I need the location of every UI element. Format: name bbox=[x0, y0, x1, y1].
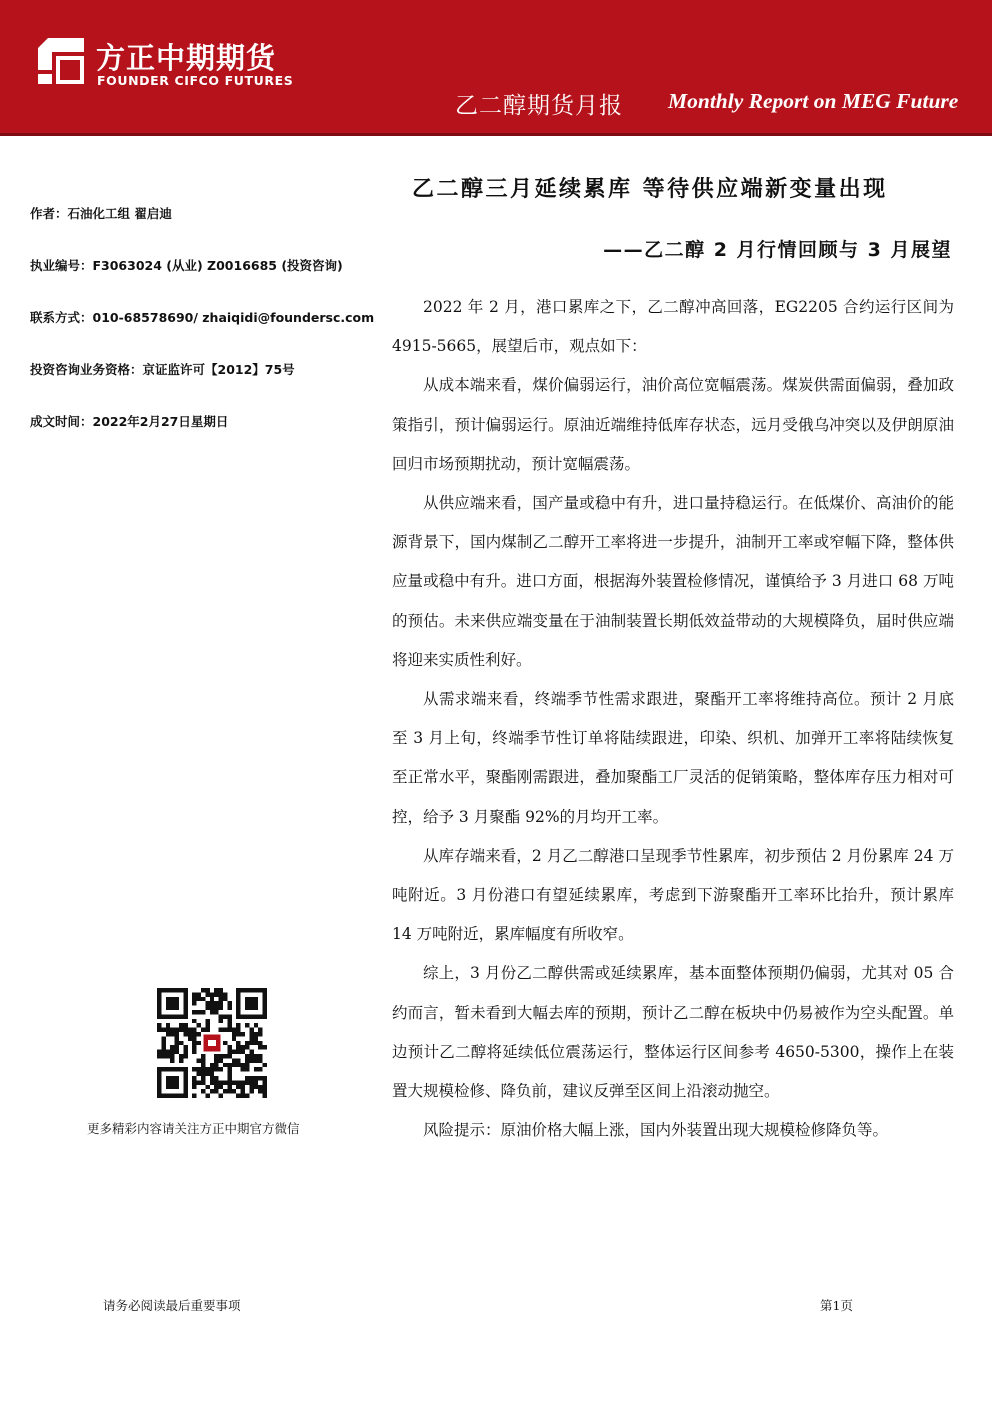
author-line: 作者：石油化工组 翟启迪 bbox=[30, 206, 172, 221]
document-title: 乙二醇三月延续累库 等待供应端新变量出现 bbox=[412, 177, 888, 202]
founder-cifco-logo-icon bbox=[38, 38, 84, 84]
consulting-qualification: 投资咨询业务资格：京证监许可【2012】75号 bbox=[30, 362, 295, 377]
footer-notice: 请务必阅读最后重要事项 bbox=[103, 1298, 241, 1313]
page-number: 第1页 bbox=[820, 1298, 853, 1313]
paragraph-demand: 从需求端来看，终端季节性需求跟进，聚酯开工率将维持高位。预计 2 月底至 3 月上旬，终端季节性订单将陆续跟进，印染、织机、加弹开工率将陆续恢复至正常水平，聚酯刚需跟进，叠加聚酯工厂灵活的促销策略，整体库存压力相对可控，给予 3 月聚酯 92%的月均开工率。 bbox=[392, 690, 954, 826]
report-body bbox=[392, 288, 954, 1150]
author-info bbox=[30, 206, 390, 466]
document-subtitle: ——乙二醇 2 月行情回顾与 3 月展望 bbox=[603, 239, 952, 261]
report-title-en: Monthly Report on MEG Future bbox=[668, 89, 959, 113]
brand-name-cn: 方正中期期货 bbox=[96, 41, 277, 75]
paragraph-supply: 从供应端来看，国产量或稳中有升，进口量持稳运行。在低煤价、高油价的能源背景下，国内煤制乙二醇开工率将进一步提升，油制开工率或窄幅下降，整体供应量或稳中有升。进口方面，根据海外装置检修情况，谨慎给予 3 月进口 68 万吨的预估。未来供应端变量在于油制装置长期低效益带动的大规模降负，届时供应端将迎来实质性利好。 bbox=[392, 494, 954, 669]
report-header bbox=[0, 0, 992, 133]
contact-info: 联系方式：010-68578690/ zhaiqidi@foundersc.com bbox=[30, 310, 375, 325]
paragraph-inventory: 从库存端来看，2 月乙二醇港口呈现季节性累库，初步预估 2 月份累库 24 万吨附近。3 月份港口有望延续累库，考虑到下游聚酯开工率环比抬升，预计累库 14 万吨附近，累库幅度有所收窄。 bbox=[392, 846, 954, 944]
publish-date: 成文时间：2022年2月27日星期日 bbox=[30, 414, 229, 429]
paragraph-intro: 2022 年 2 月，港口累库之下，乙二醇冲高回落，EG2205 合约运行区间为 4915-5665，展望后市，观点如下： bbox=[392, 298, 954, 356]
brand-name-en: FOUNDER CIFCO FUTURES bbox=[97, 73, 294, 88]
qr-caption: 更多精彩内容请关注方正中期官方微信 bbox=[87, 1121, 300, 1136]
wechat-qr-code-icon bbox=[157, 988, 267, 1098]
report-title-cn: 乙二醇期货月报 bbox=[455, 93, 623, 119]
paragraph-cost: 从成本端来看，煤价偏弱运行，油价高位宽幅震荡。煤炭供需面偏弱，叠加政策指引，预计偏弱运行。原油近端维持低库存状态，远月受俄乌冲突以及伊朗原油回归市场预期扰动，预计宽幅震荡。 bbox=[392, 376, 954, 473]
header-divider bbox=[0, 133, 992, 136]
paragraph-summary: 综上，3 月份乙二醇供需或延续累库，基本面整体预期仍偏弱，尤其对 05 合约而言，暂未看到大幅去库的预期，预计乙二醇在板块中仍易被作为空头配置。单边预计乙二醇将延续低位震荡运行，整体运行区间参考 4650-5300，操作上在装置大规模检修、降负前，建议反弹至区间上沿滚动抛空。 bbox=[392, 964, 954, 1101]
license-number: 执业编号：F3063024 (从业) Z0016685 (投资咨询) bbox=[30, 258, 343, 273]
paragraph-risk: 风险提示：原油价格大幅上涨，国内外装置出现大规模检修降负等。 bbox=[423, 1121, 889, 1140]
